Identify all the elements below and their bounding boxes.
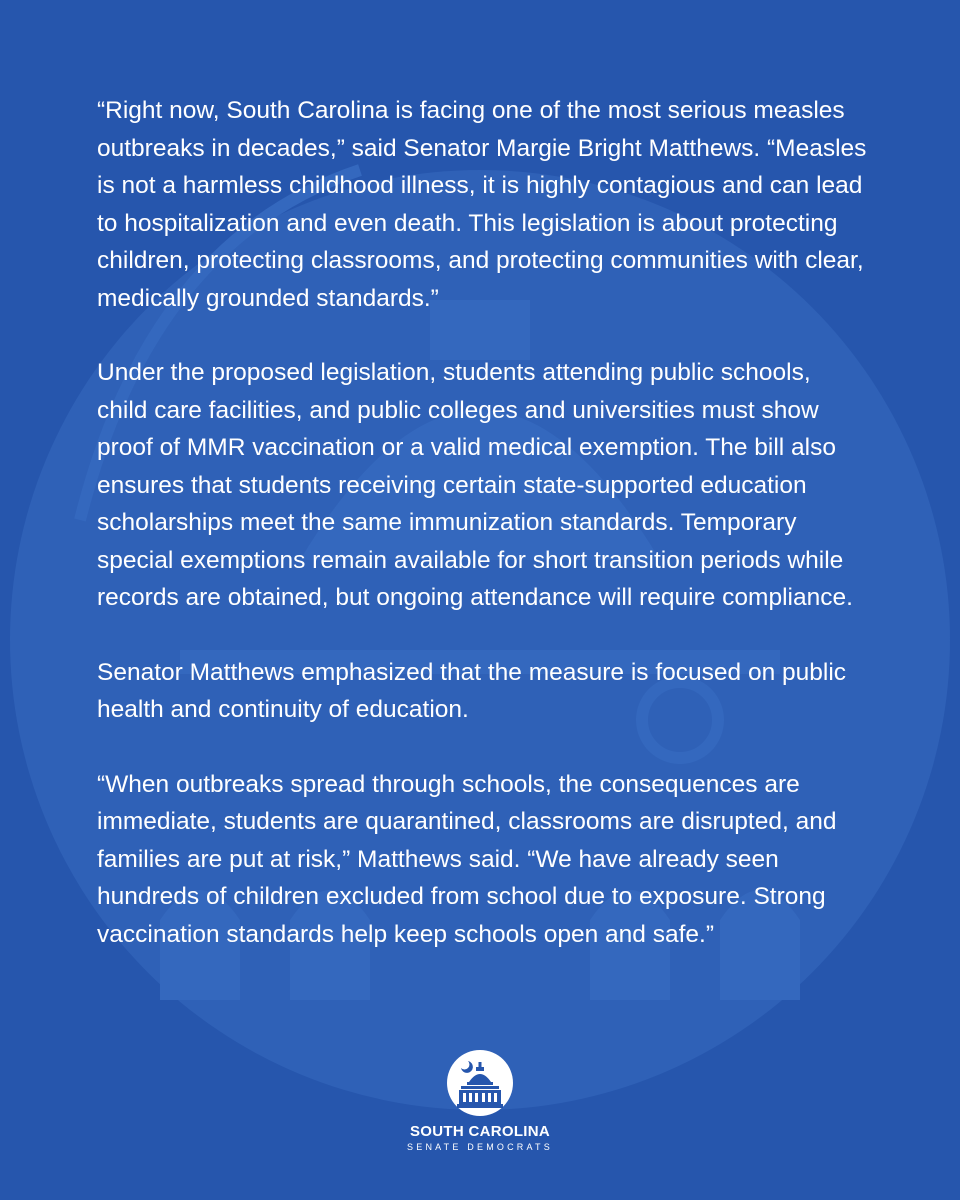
paragraph-quote-outbreaks: “When outbreaks spread through schools, the consequences are immediate, students are quarantined, classrooms are disrupted, and families are put at risk,” Matthews said. “We have already seen hundreds of children excluded from school due to exposure. Strong vaccination standards help keep schools open and safe.” [97, 770, 837, 948]
paragraph-legislation-details: Under the proposed legislation, students attending public schools, child care facilities, and public colleges and universities must show proof of MMR vaccination or a valid medical exemption. The bill also ensures that students receiving certain state-supported education scholarships meet the same immunization standards. Temporary special exemptions remain available for short transition periods while records are obtained, but ongoing attendance will require compliance. [97, 359, 853, 611]
press-release-body [97, 92, 867, 990]
paragraph-emphasis: Senator Matthews emphasized that the measure is focused on public health and continuity of education. [97, 658, 847, 723]
logo-subtitle: SENATE DEMOCRATS [407, 1142, 553, 1152]
logo-title: SOUTH CAROLINA [409, 1123, 551, 1140]
sc-senate-democrats-logo [405, 1050, 555, 1153]
capitol-dome-icon [447, 1050, 513, 1116]
paragraph-quote-intro: “Right now, South Carolina is facing one of the most serious measles outbreaks in decades,” said Senator Margie Bright Matthews. “Measles is not a harmless childhood illness, it is highly contagious and can lead to hospitalization and even death. This legislation is about protecting children, protecting classrooms, and protecting communities with clear, medically grounded standards.” [97, 97, 867, 312]
